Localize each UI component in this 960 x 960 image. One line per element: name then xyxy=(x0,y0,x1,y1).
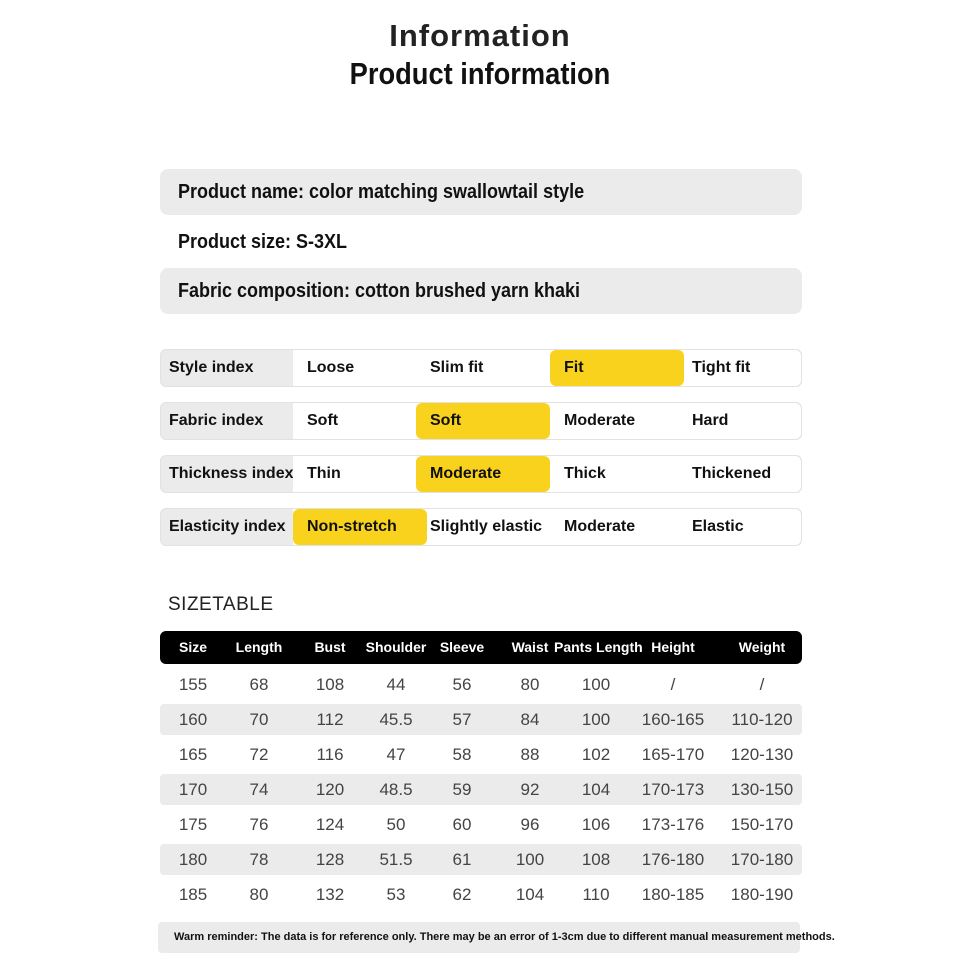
table-cell: / xyxy=(670,675,676,694)
table-cell: 120 xyxy=(315,780,345,799)
table-cell: 112 xyxy=(316,710,344,729)
table-cell: 180-190 xyxy=(730,885,794,904)
index-option: Thickened xyxy=(692,465,772,482)
index-row xyxy=(160,402,802,440)
index-option: Hard xyxy=(692,412,729,429)
fabric-composition-row xyxy=(160,268,802,314)
index-row xyxy=(160,455,802,493)
table-cell: 110 xyxy=(582,885,610,904)
index-options xyxy=(293,350,801,386)
index-option: Slightly elastic xyxy=(430,518,543,535)
table-cell: 47 xyxy=(386,745,406,764)
fabric-composition: Fabric composition: cotton brushed yarn khaki xyxy=(178,279,581,302)
table-cell: 104 xyxy=(515,885,545,904)
column-header: Waist xyxy=(511,639,549,655)
index-label: Thickness index xyxy=(169,465,294,482)
table-cell: 130-150 xyxy=(730,780,794,799)
table-cell: 100 xyxy=(515,850,545,869)
index-option-selected: Soft xyxy=(416,403,550,439)
index-option: Moderate xyxy=(564,412,636,429)
table-cell: 160 xyxy=(178,710,208,729)
table-row xyxy=(160,879,802,910)
index-option: Moderate xyxy=(564,518,636,535)
table-cell: 180-185 xyxy=(641,885,705,904)
table-cell: 45.5 xyxy=(379,710,413,729)
index-options xyxy=(293,509,801,545)
table-cell: 56 xyxy=(452,675,472,694)
table-cell: 76 xyxy=(249,815,269,834)
table-row xyxy=(160,739,802,770)
table-cell: 185 xyxy=(178,885,208,904)
table-cell: 88 xyxy=(520,745,540,764)
column-header: Sleeve xyxy=(439,639,485,655)
table-cell: 100 xyxy=(581,710,611,729)
column-header: Weight xyxy=(738,639,786,655)
table-cell: 120-130 xyxy=(730,745,794,764)
warm-reminder xyxy=(158,922,835,953)
column-header: Shoulder xyxy=(365,639,427,655)
table-cell: 104 xyxy=(581,780,611,799)
warm-reminder-text: Warm reminder: The data is for reference only. There may be an error of 1-3cm due to different manual measurement methods. xyxy=(174,931,835,943)
table-cell: 160-165 xyxy=(641,710,705,729)
table-cell: 102 xyxy=(581,745,611,764)
table-cell: 108 xyxy=(581,850,611,869)
table-row xyxy=(160,774,802,805)
size-table-header xyxy=(160,631,802,664)
table-cell: 110-120 xyxy=(731,710,793,729)
table-cell: 50 xyxy=(386,815,406,834)
table-cell: 165-170 xyxy=(641,745,705,764)
index-options xyxy=(293,403,801,439)
table-cell: 72 xyxy=(249,745,269,764)
table-cell: 68 xyxy=(249,675,269,694)
index-option: Elastic xyxy=(692,518,744,535)
table-cell: 116 xyxy=(316,745,344,764)
column-header: Bust xyxy=(314,639,346,655)
table-cell: 170-180 xyxy=(730,850,794,869)
table-cell: 80 xyxy=(249,885,269,904)
table-cell: 100 xyxy=(581,675,611,694)
table-cell: 173-176 xyxy=(641,815,705,834)
table-cell: 150-170 xyxy=(730,815,794,834)
index-option: Slim fit xyxy=(430,359,484,376)
table-cell: 96 xyxy=(520,815,540,834)
table-cell: 84 xyxy=(520,710,540,729)
table-row xyxy=(160,844,802,875)
index-option: Thick xyxy=(564,465,606,482)
table-cell: 80 xyxy=(520,675,540,694)
column-header: Length xyxy=(235,639,283,655)
table-cell: 180 xyxy=(178,850,208,869)
table-cell: 57 xyxy=(452,710,472,729)
column-header: Pants Length xyxy=(554,639,643,655)
table-cell: 175 xyxy=(178,815,208,834)
index-option: Soft xyxy=(307,412,339,429)
table-cell: 124 xyxy=(315,815,345,834)
index-row xyxy=(160,349,802,387)
table-row xyxy=(160,809,802,840)
table-row xyxy=(160,669,802,700)
index-option: Loose xyxy=(307,359,355,376)
product-size: Product size: S-3XL xyxy=(178,230,348,253)
table-cell: 59 xyxy=(452,780,472,799)
table-cell: 170 xyxy=(178,780,208,799)
index-option-selected: Non-stretch xyxy=(293,509,427,545)
column-header: Height xyxy=(651,639,695,655)
table-cell: 78 xyxy=(249,850,269,869)
index-row xyxy=(160,508,802,546)
table-cell: 108 xyxy=(315,675,345,694)
product-size-row xyxy=(160,219,802,265)
index-option: Tight fit xyxy=(692,359,751,376)
product-name: Product name: color matching swallowtail style xyxy=(178,180,585,203)
table-cell: 48.5 xyxy=(379,780,413,799)
page-title: Information xyxy=(389,18,571,53)
page-subtitle: Product information xyxy=(349,56,611,91)
index-label: Elasticity index xyxy=(169,518,286,535)
table-cell: 60 xyxy=(452,815,472,834)
index-option: Thin xyxy=(307,465,341,482)
table-cell: 51.5 xyxy=(379,850,413,869)
table-cell: 53 xyxy=(386,885,406,904)
table-cell: 44 xyxy=(386,675,406,694)
column-header: Size xyxy=(178,639,207,655)
table-cell: 128 xyxy=(315,850,345,869)
index-option-selected: Moderate xyxy=(416,456,550,492)
table-cell: / xyxy=(759,675,765,694)
table-cell: 170-173 xyxy=(641,780,705,799)
table-cell: 106 xyxy=(581,815,611,834)
table-cell: 70 xyxy=(249,710,269,729)
table-cell: 176-180 xyxy=(641,850,705,869)
product-name-row xyxy=(160,169,802,215)
table-cell: 61 xyxy=(452,850,472,869)
index-option-selected: Fit xyxy=(550,350,684,386)
table-cell: 74 xyxy=(249,780,269,799)
table-cell: 165 xyxy=(178,745,208,764)
table-row xyxy=(160,704,802,735)
table-cell: 58 xyxy=(452,745,472,764)
index-label: Style index xyxy=(169,359,254,376)
index-options xyxy=(293,456,801,492)
table-cell: 155 xyxy=(178,675,208,694)
index-label: Fabric index xyxy=(169,412,264,429)
table-cell: 62 xyxy=(452,885,472,904)
size-table-label: SIZETABLE xyxy=(168,594,274,615)
table-cell: 92 xyxy=(520,780,540,799)
table-cell: 132 xyxy=(315,885,345,904)
